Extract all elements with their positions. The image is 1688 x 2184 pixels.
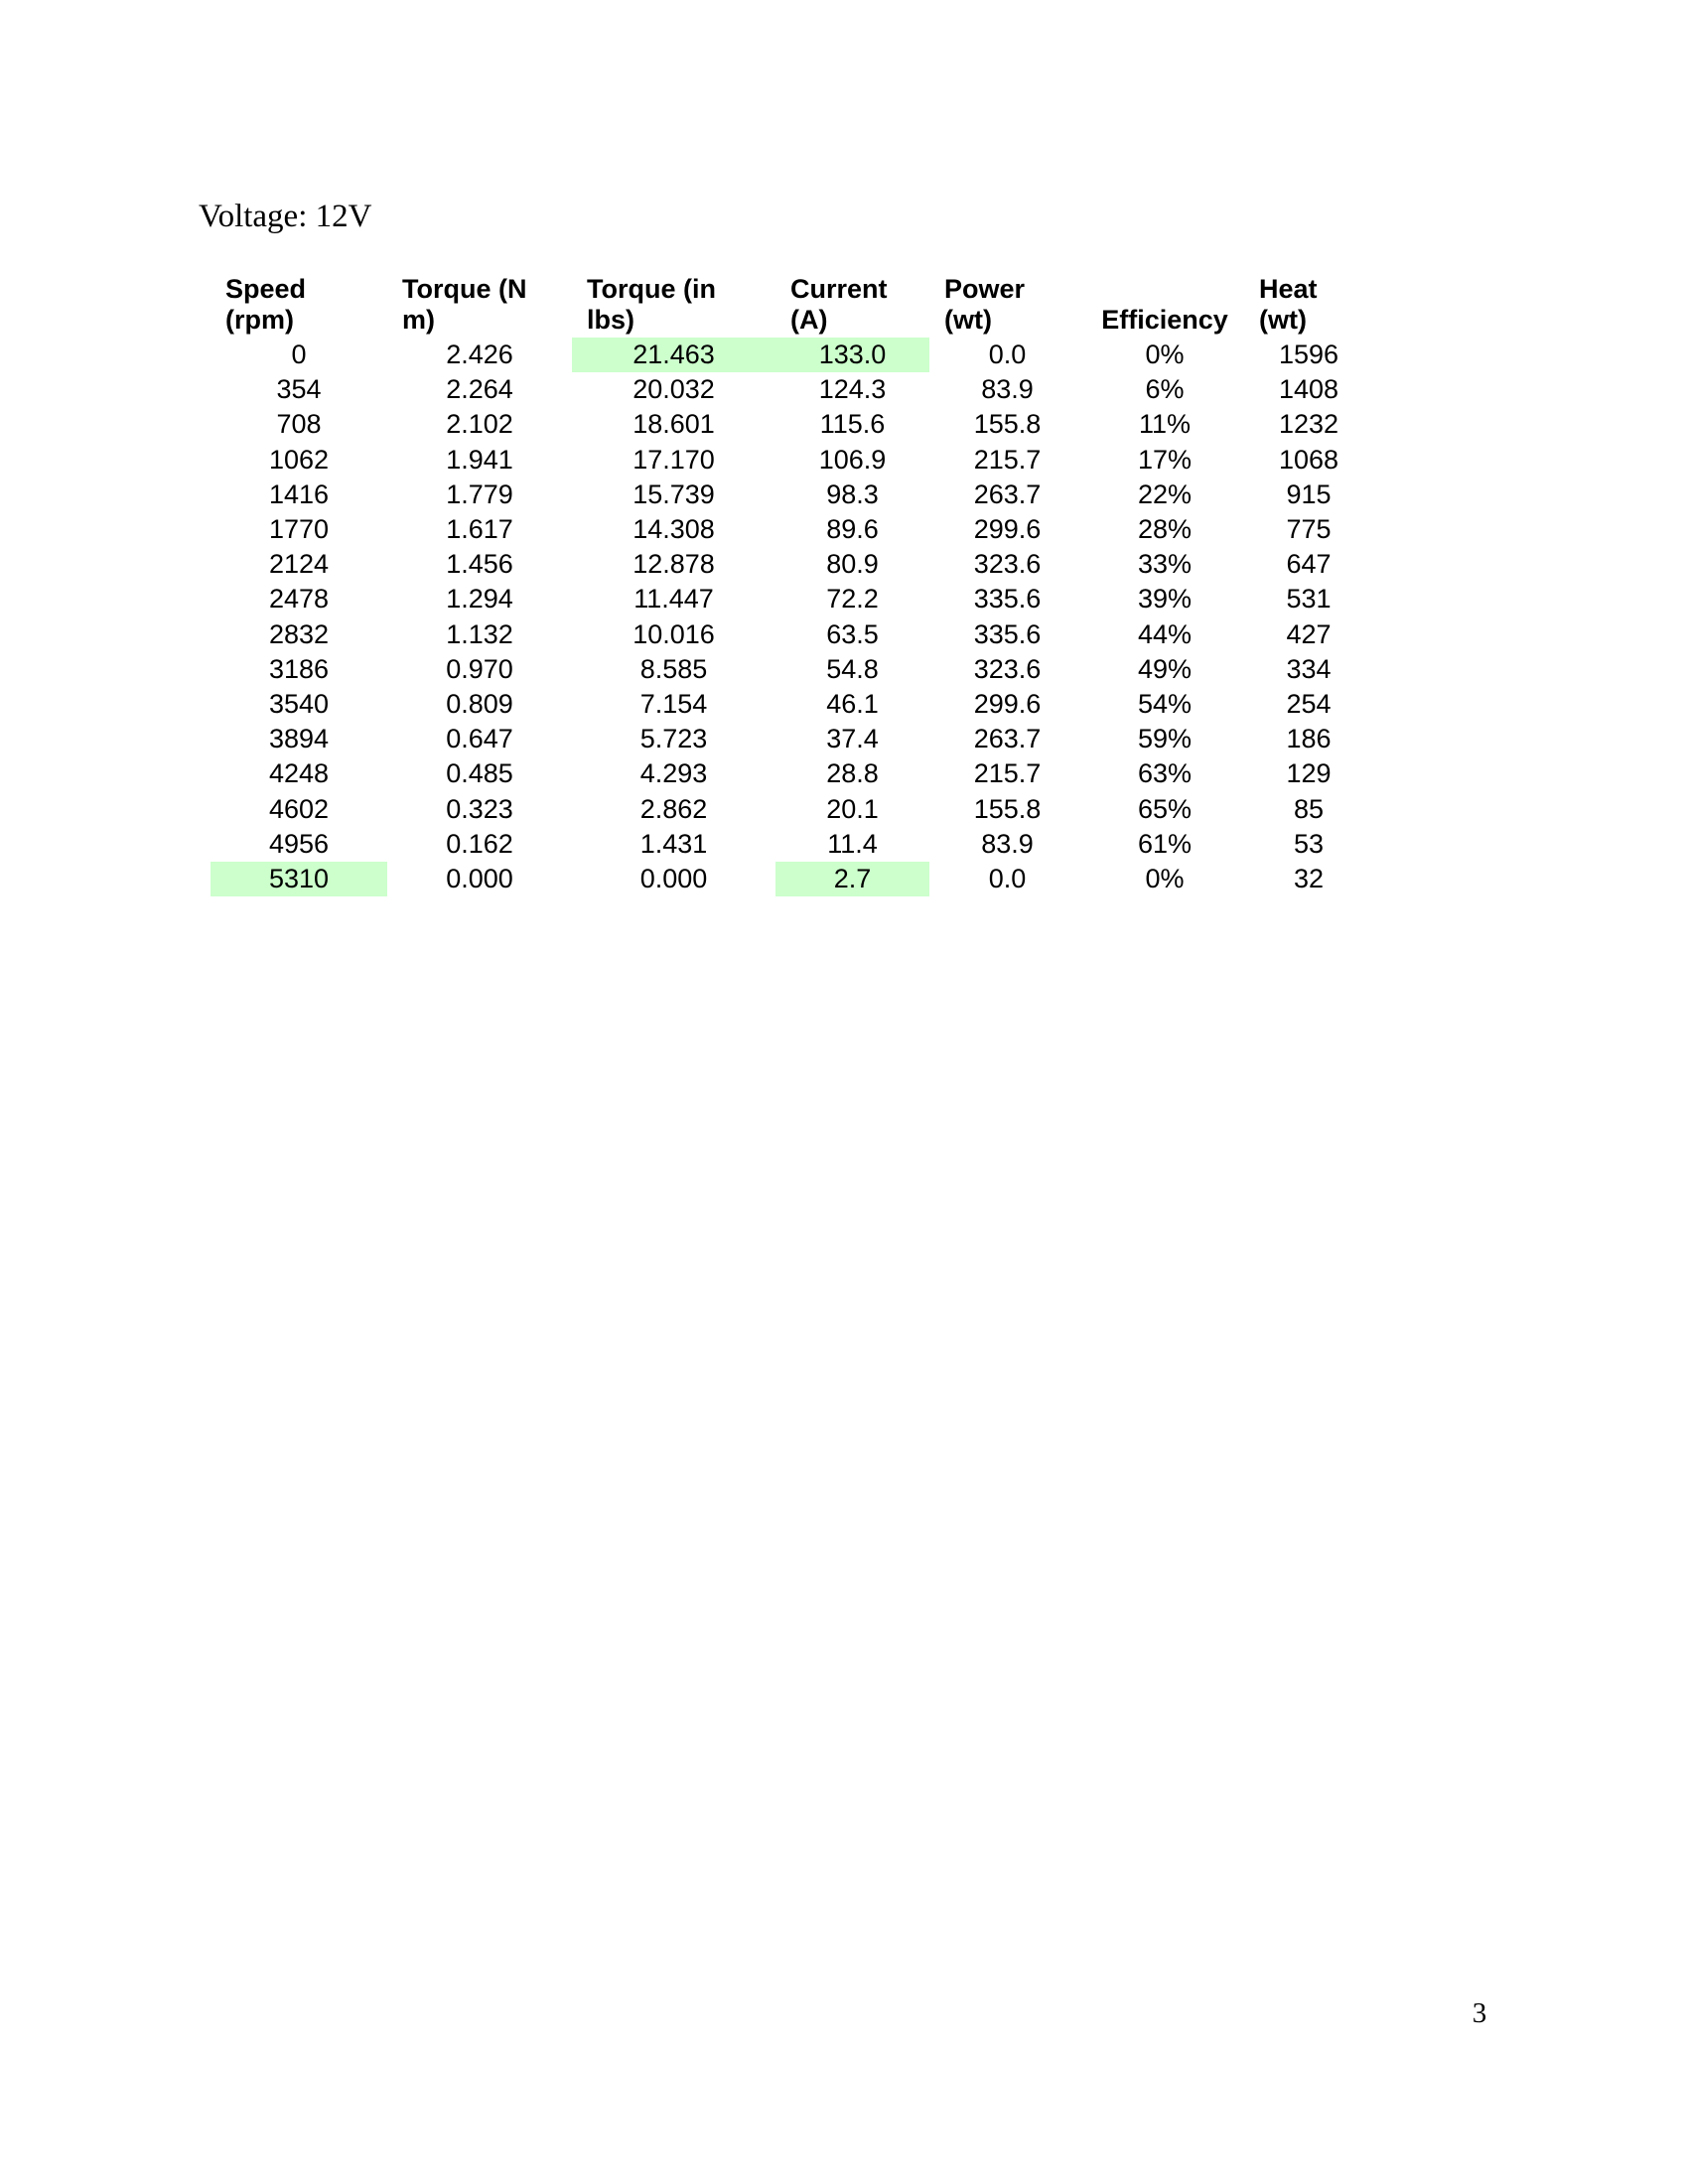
cell-efficiency: 17% [1137, 444, 1193, 475]
cell-speed: 5310 [211, 862, 387, 896]
cell-torque-nm: 1.941 [446, 444, 513, 475]
table-row [211, 862, 1373, 896]
table-body [211, 338, 1373, 896]
cell-heat: 1068 [1278, 444, 1339, 475]
cell-speed: 4602 [268, 793, 330, 824]
cell-speed: 4248 [268, 758, 330, 789]
cell-current: 80.9 [826, 549, 879, 580]
cell-torque-inlbs: 11.447 [633, 584, 714, 614]
cell-torque-inlbs: 12.878 [633, 549, 715, 580]
header-speed: Speed (rpm) [225, 274, 307, 335]
cell-current: 124.3 [818, 374, 887, 405]
cell-torque-inlbs: 7.154 [639, 689, 708, 720]
cell-efficiency: 0% [1145, 340, 1185, 369]
cell-torque-inlbs: 17.170 [633, 444, 715, 475]
cell-power: 299.6 [973, 689, 1042, 720]
cell-efficiency: 6% [1145, 374, 1185, 405]
table-row [211, 617, 1373, 652]
cell-efficiency: 11% [1138, 409, 1192, 440]
table-row [211, 827, 1373, 862]
cell-heat: 531 [1286, 584, 1332, 614]
cell-torque-inlbs: 8.585 [639, 653, 708, 684]
cell-current: 2.7 [775, 862, 929, 896]
cell-efficiency: 28% [1137, 514, 1193, 545]
table-row [211, 582, 1373, 616]
cell-torque-nm: 0.323 [446, 793, 513, 824]
header-torque-nm: Torque (N m) [402, 274, 527, 335]
page-number: 3 [1472, 1997, 1487, 2029]
cell-power: 263.7 [973, 724, 1042, 754]
cell-torque-nm: 2.426 [446, 340, 513, 369]
cell-efficiency: 0% [1145, 864, 1185, 894]
cell-speed: 1770 [268, 514, 330, 545]
cell-speed: 1062 [268, 444, 330, 475]
cell-heat: 647 [1286, 549, 1332, 580]
cell-current: 46.1 [826, 689, 879, 720]
cell-power: 335.6 [973, 618, 1042, 649]
cell-heat: 427 [1286, 618, 1332, 649]
cell-power: 335.6 [973, 584, 1042, 614]
cell-current: 133.0 [775, 338, 929, 372]
cell-heat: 1408 [1278, 374, 1339, 405]
table-row [211, 652, 1373, 687]
cell-current: 11.4 [827, 828, 878, 859]
cell-efficiency: 63% [1137, 758, 1193, 789]
cell-heat: 186 [1286, 724, 1332, 754]
cell-power: 215.7 [973, 758, 1042, 789]
cell-speed: 3186 [268, 653, 330, 684]
header-efficiency: Efficiency [1101, 305, 1228, 335]
cell-torque-inlbs: 0.000 [639, 864, 708, 894]
cell-speed: 2478 [268, 584, 330, 614]
table-row [211, 512, 1373, 547]
cell-efficiency: 54% [1137, 689, 1193, 720]
table-row [211, 792, 1373, 827]
table-row [211, 687, 1373, 722]
cell-speed: 3894 [268, 724, 330, 754]
cell-heat: 1232 [1278, 409, 1339, 440]
cell-torque-inlbs: 15.739 [633, 478, 715, 509]
cell-power: 263.7 [973, 478, 1042, 509]
cell-speed: 2832 [268, 618, 330, 649]
cell-current: 28.8 [826, 758, 879, 789]
cell-torque-nm: 1.132 [446, 618, 513, 649]
cell-torque-nm: 0.162 [446, 828, 513, 859]
cell-current: 72.2 [826, 584, 879, 614]
cell-efficiency: 44% [1137, 618, 1193, 649]
cell-heat: 32 [1293, 864, 1325, 894]
cell-speed: 354 [276, 374, 322, 405]
cell-torque-inlbs: 5.723 [639, 724, 708, 754]
table-row [211, 338, 1373, 372]
cell-torque-nm: 2.102 [446, 409, 513, 440]
cell-torque-inlbs: 4.293 [639, 758, 708, 789]
cell-heat: 254 [1286, 689, 1332, 720]
cell-torque-inlbs: 14.308 [633, 514, 715, 545]
cell-torque-nm: 2.264 [446, 374, 513, 405]
cell-speed: 4956 [268, 828, 330, 859]
cell-power: 155.8 [973, 793, 1042, 824]
cell-power: 323.6 [973, 653, 1042, 684]
cell-torque-nm: 0.000 [446, 864, 513, 894]
table-row [211, 372, 1373, 407]
cell-torque-inlbs: 21.463 [572, 338, 775, 372]
cell-current: 54.8 [826, 653, 879, 684]
cell-power: 83.9 [981, 374, 1034, 405]
table-row [211, 547, 1373, 582]
cell-efficiency: 22% [1137, 478, 1193, 509]
voltage-label: Voltage: 12V [199, 199, 372, 234]
table-row [211, 443, 1373, 478]
cell-power: 0.0 [988, 340, 1027, 369]
header-torque-inlbs: Torque (in lbs) [587, 274, 716, 335]
cell-heat: 334 [1286, 653, 1332, 684]
cell-power: 299.6 [973, 514, 1042, 545]
cell-current: 98.3 [826, 478, 879, 509]
table-row [211, 756, 1373, 791]
cell-power: 323.6 [973, 549, 1042, 580]
cell-current: 115.6 [819, 409, 886, 440]
cell-torque-inlbs: 1.431 [639, 828, 708, 859]
cell-current: 63.5 [826, 618, 879, 649]
cell-heat: 915 [1286, 478, 1332, 509]
cell-power: 83.9 [981, 828, 1034, 859]
cell-efficiency: 39% [1137, 584, 1193, 614]
cell-torque-inlbs: 2.862 [639, 793, 708, 824]
cell-speed: 2124 [268, 549, 330, 580]
header-heat: Heat (wt) [1259, 274, 1318, 335]
header-power: Power (wt) [944, 274, 1026, 335]
motor-performance-table [211, 270, 1373, 896]
cell-efficiency: 59% [1137, 724, 1193, 754]
cell-torque-nm: 0.485 [446, 758, 513, 789]
cell-heat: 129 [1286, 758, 1332, 789]
cell-heat: 53 [1293, 828, 1325, 859]
cell-heat: 775 [1286, 514, 1332, 545]
table-header-row [211, 270, 1373, 338]
cell-heat: 1596 [1278, 340, 1339, 369]
cell-speed: 1416 [268, 478, 330, 509]
cell-speed: 3540 [268, 689, 330, 720]
cell-current: 89.6 [826, 514, 879, 545]
cell-torque-inlbs: 20.032 [633, 374, 715, 405]
cell-torque-nm: 0.647 [446, 724, 513, 754]
cell-torque-nm: 1.456 [446, 549, 513, 580]
table-row [211, 722, 1373, 756]
cell-efficiency: 49% [1137, 653, 1193, 684]
header-current: Current (A) [790, 274, 888, 335]
cell-power: 215.7 [973, 444, 1042, 475]
cell-efficiency: 61% [1137, 828, 1193, 859]
cell-current: 20.1 [826, 793, 879, 824]
cell-efficiency: 33% [1137, 549, 1193, 580]
table-row [211, 478, 1373, 512]
cell-torque-nm: 0.809 [446, 689, 513, 720]
cell-current: 106.9 [818, 444, 887, 475]
cell-torque-inlbs: 18.601 [633, 409, 715, 440]
table-row [211, 407, 1373, 442]
cell-torque-inlbs: 10.016 [633, 618, 715, 649]
cell-current: 37.4 [826, 724, 879, 754]
cell-heat: 85 [1293, 793, 1325, 824]
cell-power: 155.8 [973, 409, 1042, 440]
cell-speed: 0 [291, 340, 307, 369]
cell-torque-nm: 0.970 [446, 653, 513, 684]
cell-speed: 708 [276, 409, 322, 440]
cell-torque-nm: 1.294 [446, 584, 513, 614]
cell-torque-nm: 1.617 [446, 514, 513, 545]
cell-power: 0.0 [988, 864, 1027, 894]
cell-efficiency: 65% [1137, 793, 1193, 824]
cell-torque-nm: 1.779 [446, 478, 513, 509]
